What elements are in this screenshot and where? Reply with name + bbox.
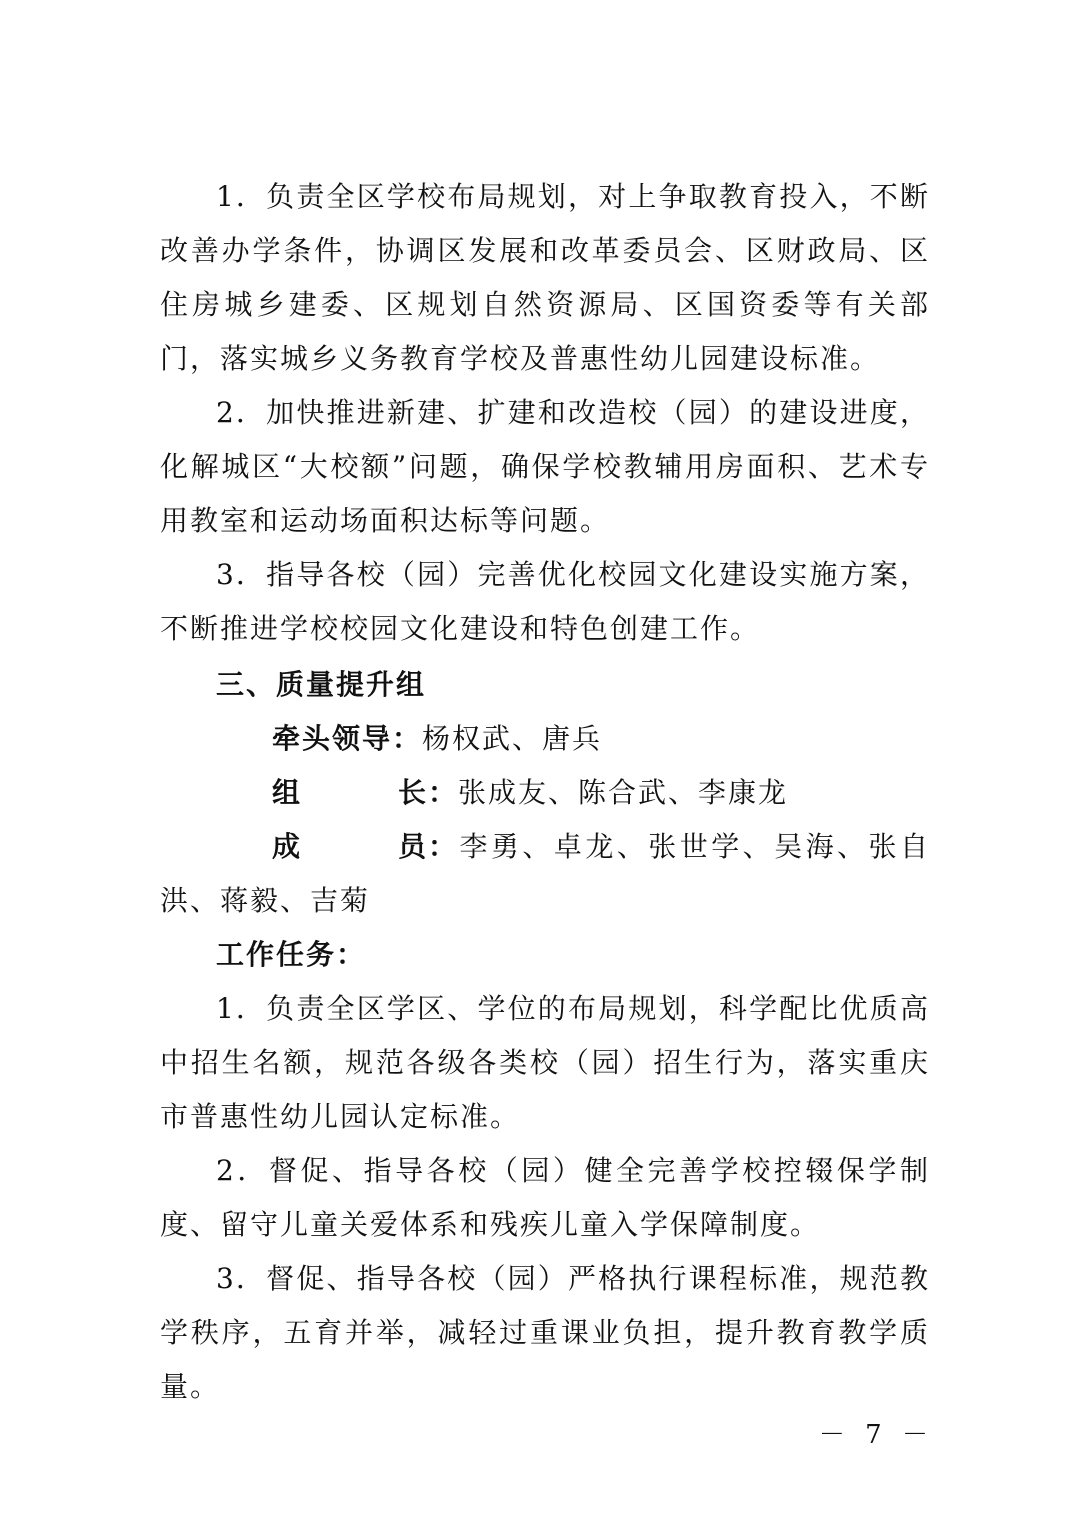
tasks-label: 工作任务： [216,938,367,971]
heads-line [160,766,930,820]
section2-item-3: 3．指导各校（园）完善优化校园文化建设实施方案，不断推进学校校园文化建设和特色创建工作。 [160,558,930,645]
members-label-first: 成 [272,830,303,863]
members-label-second: 员： [398,830,459,863]
section2-item-2: 2．加快推进新建、扩建和改造校（园）的建设进度，化解城区“大校额”问题，确保学校教辅用房面积、艺术专用教室和运动场面积达标等问题。 [160,396,930,537]
section3-heading: 三、质量提升组 [216,668,427,701]
page-number: － 7 － [818,1420,934,1450]
section2-item-1: 1．负责全区学校布局规划，对上争取教育投入，不断改善办学条件，协调区发展和改革委员会、区财政局、区住房城乡建委、区规划自然资源局、区国资委等有关部门，落实城乡义务教育学校及普惠性幼儿园建设标准。 [160,180,930,375]
members-value: 李勇、卓龙、张世学、吴海、张自洪、蒋毅、吉菊 [160,830,930,917]
heads-value: 张成友、陈合武、李康龙 [458,776,789,809]
heads-label-first: 组 [272,776,303,809]
leaders-value: 杨权武、唐兵 [422,722,603,755]
section3-task-3: 3．督促、指导各校（园）严格执行课程标准，规范教学秩序，五育并举，减轻过重课业负担，提升教育教学质量。 [160,1262,930,1403]
members-line [160,820,930,928]
section3-task-1: 1．负责全区学区、学位的布局规划，科学配比优质高中招生名额，规范各级各类校（园）招生行为，落实重庆市普惠性幼儿园认定标准。 [160,992,930,1133]
section3-task-2: 2．督促、指导各校（园）健全完善学校控辍保学制度、留守儿童关爱体系和残疾儿童入学保障制度。 [160,1154,930,1241]
heads-label-second: 长： [398,776,459,809]
leaders-label: 牵头领导： [272,722,423,755]
leaders-line [160,712,930,766]
